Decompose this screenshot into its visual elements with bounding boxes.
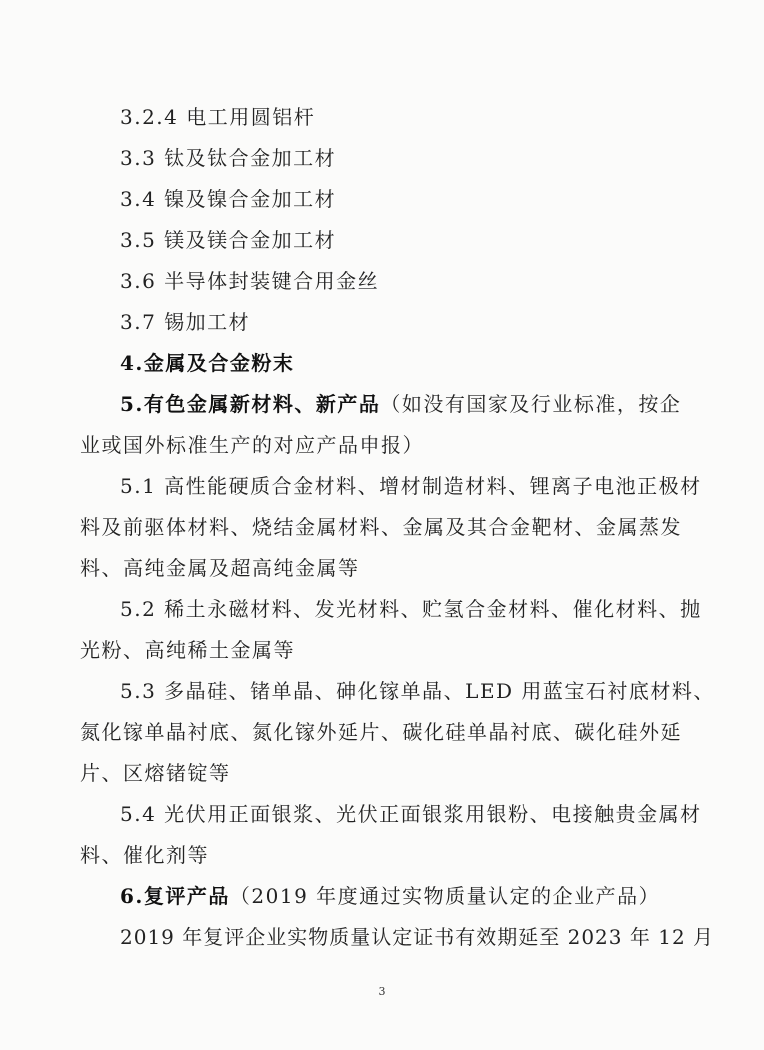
text-line: 料及前驱体材料、烧结金属材料、金属及其合金靶材、金属蒸发 [80,515,682,539]
section-heading: 4.金属及合金粉末 [120,351,295,375]
text-line: 3.2.4 电工用圆铝杆 [120,105,316,129]
text-line: 光粉、高纯稀土金属等 [80,638,295,662]
text-line [120,883,660,909]
text-line: 3.5 镁及镁合金加工材 [120,228,337,252]
text-line: 5.1 高性能硬质合金材料、增材制造材料、锂离子电池正极材 [120,474,702,498]
text-line: 片、区熔锗锭等 [80,761,231,785]
heading-note: （2019 年度通过实物质量认定的企业产品） [229,884,661,908]
text-line: 5.4 光伏用正面银浆、光伏正面银浆用银粉、电接触贵金属材 [120,802,702,826]
section-heading: 5.有色金属新材料、新产品 [120,392,381,416]
text-line: 2019 年复评企业实物质量认定证书有效期延至 2023 年 12 月 [120,925,715,949]
text-line [120,391,681,417]
heading-note: （如没有国家及行业标准，按企 [380,392,682,416]
text-line: 料、催化剂等 [80,843,209,867]
page-number: 3 [378,985,386,998]
text-line: 料、高纯金属及超高纯金属等 [80,556,360,580]
text-line: 3.4 镍及镍合金加工材 [120,187,337,211]
text-line: 业或国外标准生产的对应产品申报） [80,433,424,457]
text-line: 5.2 稀土永磁材料、发光材料、贮氢合金材料、催化材料、抛 [120,597,702,621]
text-line: 3.7 锡加工材 [120,310,251,334]
text-line: 氮化镓单晶衬底、氮化镓外延片、碳化硅单晶衬底、碳化硅外延 [80,720,682,744]
section-heading: 6.复评产品 [120,884,230,908]
text-line: 5.3 多晶硅、锗单晶、砷化镓单晶、LED 用蓝宝石衬底材料、 [120,679,715,703]
text-line: 3.3 钛及钛合金加工材 [120,146,337,170]
text-line: 3.6 半导体封装键合用金丝 [120,269,380,293]
